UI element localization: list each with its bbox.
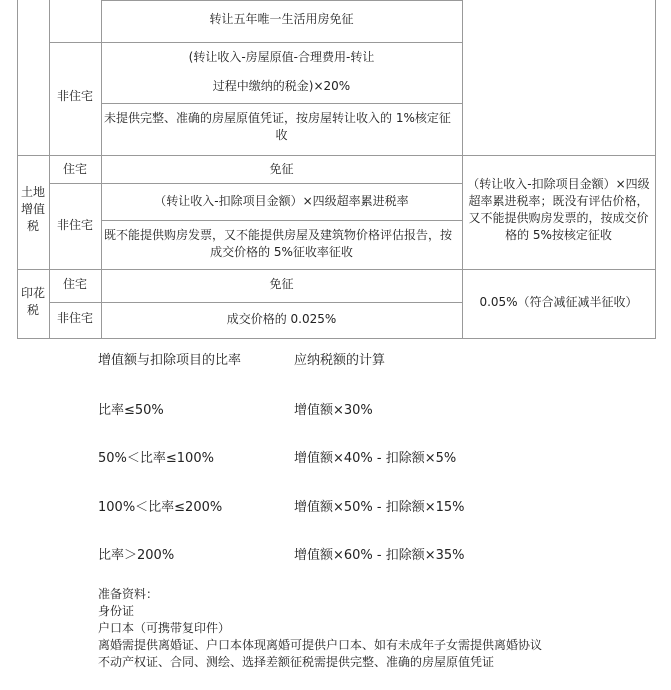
rate-range: 比率＞200% (98, 548, 175, 563)
tax-policy-table (0, 0, 671, 339)
property-type-label: 住宅 (62, 277, 87, 291)
policy-exempt: 免征 (269, 277, 294, 291)
land-vat-rate-table (0, 340, 671, 580)
formula-line: 过程中缴纳的税金)×20% (212, 79, 351, 93)
stamp-tax-rate: 0.05%（符合减征减半征收） (479, 295, 638, 309)
property-type-label: 非住宅 (56, 89, 93, 103)
rate-header: 增值额与扣除项目的比率 (98, 353, 242, 368)
rate-range: 比率≤50% (98, 403, 164, 418)
rate-range: 50%＜比率≤100% (98, 451, 214, 466)
policy-text: 既不能提供购房发票，又不能提供房屋及建筑物价格评估报告，按 (104, 228, 453, 242)
land-vat-alternative: （转让收入-扣除项目金额）×四级 超率累进税率；既没有评估价格， 又不能提供购房发票的，按成交价 格的 5%按核定征收 (467, 177, 650, 242)
formula-line: (转让收入-房屋原值-合理费用-转让 (188, 50, 375, 64)
rate-formula: 增值额×40% - 扣除额×5% (294, 451, 457, 466)
prep-item: 身份证 (98, 604, 135, 618)
policy-exempt: 免征 (269, 162, 294, 176)
rate-range: 100%＜比率≤200% (98, 500, 223, 515)
prep-title: 准备资料： (98, 587, 159, 601)
tax-name-stamp: 印花 税 (20, 286, 45, 317)
formula-line: （转让收入-扣除项目金额）×四级超率累进税率 (154, 194, 409, 208)
policy-five-year-exempt: 转让五年唯一生活用房免征 (209, 12, 354, 26)
calc-header: 应纳税额的计算 (294, 353, 386, 368)
prep-item: 不动产权证、合同、测绘、选择差额征税需提供完整、准确的房屋原值凭证 (98, 655, 495, 669)
policy-text: 成交价格的 5%征收率征收 (210, 245, 353, 259)
rate-formula: 增值额×50% - 扣除额×15% (294, 500, 465, 515)
property-type-label: 住宅 (62, 162, 87, 176)
property-type-label: 非住宅 (56, 311, 93, 325)
policy-rate: 成交价格的 0.025% (226, 312, 337, 326)
policy-text: 收 (275, 128, 288, 142)
policy-text: 未提供完整、准确的房屋原值凭证，按房屋转让收入的 1%核定征 (104, 111, 451, 125)
preparation-materials (98, 586, 658, 671)
rate-formula: 增值额×30% (294, 403, 373, 418)
property-type-label: 非住宅 (56, 218, 93, 232)
rate-formula: 增值额×60% - 扣除额×35% (294, 548, 465, 563)
prep-item: 离婚需提供离婚证、户口本体现离婚可提供户口本、如有未成年子女需提供离婚协议 (98, 638, 543, 652)
tax-name-land-vat: 土地 增值 税 (20, 185, 45, 233)
prep-item: 户口本（可携带复印件） (98, 621, 231, 635)
